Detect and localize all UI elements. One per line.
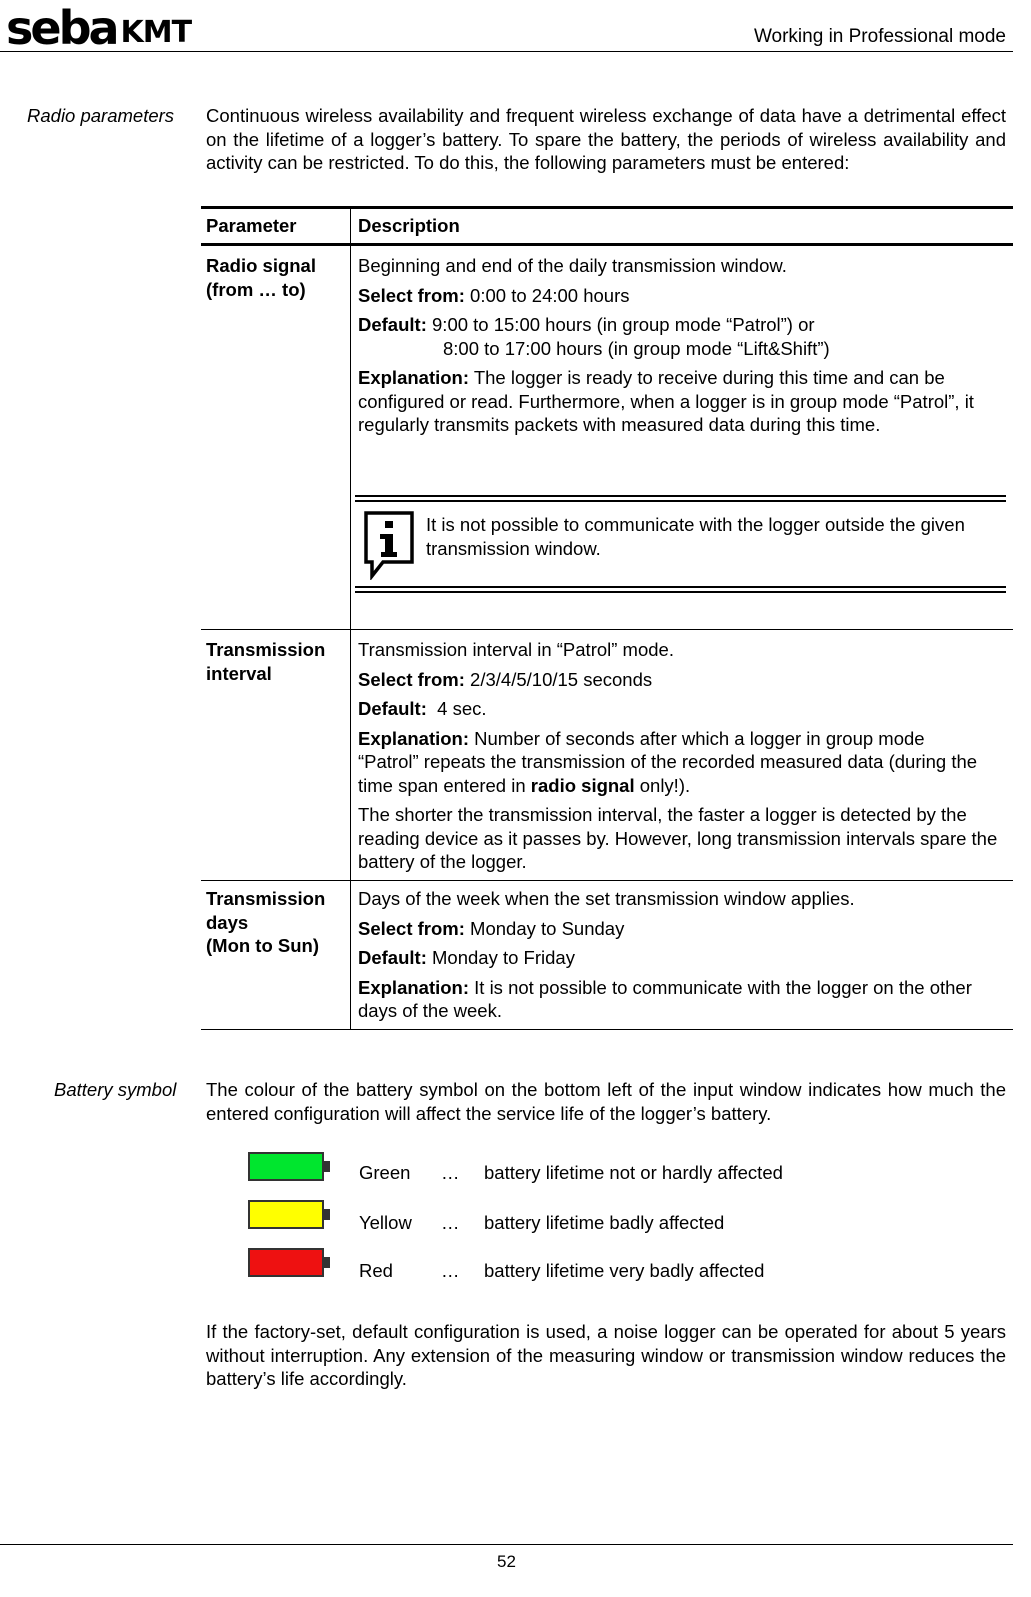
page-number: 52 [497, 1552, 516, 1571]
param-line: (from … to) [206, 278, 306, 300]
header-bottom-rule [201, 243, 1013, 246]
battery-yellow-dots: … [441, 1212, 460, 1233]
value: 9:00 to 15:00 hours (in group mode “Patrol”) or [426, 314, 815, 335]
note-text: It is not possible to communicate with the logger outside the given transmission window. [426, 514, 965, 559]
radio-intro: Continuous wireless availability and frequent wireless exchange of data have a detrimental effect on the lifetime of a logger’s battery. To spare the battery, the periods of wireless availability and activity can be restricted. To do this, the following parameters must be entered: [206, 105, 1006, 173]
brand-logo [6, 1, 192, 55]
param-transmission-days [206, 887, 325, 958]
battery-red-icon [248, 1248, 324, 1277]
desc-select [358, 917, 998, 941]
battery-yellow-name: Yellow [359, 1212, 412, 1233]
row-rule [201, 629, 1013, 630]
value: Monday to Friday [426, 947, 575, 968]
label: Explanation: [358, 367, 470, 388]
info-icon [363, 510, 415, 585]
battery-red-dots: … [441, 1260, 460, 1281]
param-line: Radio signal [206, 255, 316, 276]
battery-outro: If the factory-set, default configuration is used, a noise logger can be operated for about 5 years without interruption. Any extension of the measuring window or transmission window reduces the battery’s life accordingly. [206, 1321, 1006, 1389]
desc-select [358, 284, 988, 308]
note-rule [355, 500, 1006, 502]
row-rule [201, 880, 1013, 881]
label: Default: [358, 314, 427, 335]
side-label-battery: Battery symbol [54, 1079, 177, 1100]
desc-transmission-days [358, 887, 998, 1023]
value: 2/3/4/5/10/15 seconds [464, 668, 653, 690]
battery-tip [324, 1257, 330, 1268]
value: The logger is ready to receive during this time and can be configured or read. Furthermore, when a logger is in group mode “Patrol”, it regularly transmits packets with measured data during this time. [358, 367, 974, 435]
desc-select [358, 668, 1003, 692]
battery-green-icon [248, 1152, 324, 1181]
value: Monday to Sunday [464, 917, 625, 939]
label: Select from: [358, 668, 465, 690]
desc-line: Transmission interval in “Patrol” mode. [358, 639, 674, 660]
desc-default [358, 946, 998, 970]
desc-default [358, 313, 988, 337]
battery-intro: The colour of the battery symbol on the bottom left of the input window indicates how much the entered configuration will affect the service life of the logger’s battery. [206, 1079, 1006, 1124]
value: only!). [634, 774, 691, 796]
note-rule [355, 591, 1006, 593]
battery-green-dots: … [441, 1162, 460, 1183]
desc-default [358, 697, 1003, 721]
value: Number of seconds after which a logger in group mode “Patrol” repeats the transmission of the recorded measured data (during the time span entered in [358, 727, 978, 796]
desc-radio-signal [358, 254, 988, 437]
bold-term: radio signal [530, 774, 635, 796]
param-transmission-interval [206, 638, 325, 685]
desc-explanation [358, 366, 988, 437]
desc-line: Beginning and end of the daily transmission window. [358, 255, 787, 276]
value: 0:00 to 24:00 hours [464, 284, 630, 306]
logo-seba: seba [6, 1, 117, 55]
battery-tip [324, 1209, 330, 1220]
param-line: interval [206, 662, 272, 684]
desc-default-2: 8:00 to 17:00 hours (in group mode “Lift&Shift”) [443, 337, 830, 359]
label: Explanation: [358, 976, 470, 998]
side-label-radio: Radio parameters [27, 105, 175, 126]
desc-transmission-interval [358, 638, 1003, 874]
param-line: (Mon to Sun) [206, 935, 320, 956]
note-rule [355, 586, 1006, 588]
label: Default: [358, 698, 427, 719]
column-divider [350, 208, 351, 1030]
table-bottom-rule [201, 1029, 1013, 1030]
col-header-description: Description [358, 215, 460, 236]
desc-extra: The shorter the transmission interval, the faster a logger is detected by the reading device as it passes by. However, long transmission intervals spare the battery of the logger. [358, 804, 998, 872]
value: It is not possible to communicate with the logger on the other days of the week. [358, 976, 972, 1021]
col-header-parameter: Parameter [206, 215, 297, 236]
desc-line: Days of the week when the set transmission window applies. [358, 888, 855, 909]
label: Select from: [358, 284, 465, 306]
desc-explanation [358, 727, 988, 798]
label: Select from: [358, 917, 465, 939]
param-line: days [206, 911, 249, 933]
header-divider [0, 51, 1013, 52]
param-line: Transmission [206, 888, 326, 909]
param-line: Transmission [206, 639, 326, 660]
note-rule [355, 495, 1006, 497]
desc-explanation [358, 976, 998, 1023]
table-top-rule [201, 206, 1013, 209]
param-radio-signal [206, 254, 316, 301]
battery-green-text: battery lifetime not or hardly affected [484, 1162, 783, 1183]
battery-yellow-icon [248, 1200, 324, 1229]
battery-yellow-text: battery lifetime badly affected [484, 1212, 725, 1233]
battery-tip [324, 1161, 330, 1172]
label: Explanation: [358, 727, 470, 749]
logo-kmt: KMT [120, 15, 192, 50]
header-title: Working in Professional mode [753, 26, 1006, 47]
value: 4 sec. [426, 698, 487, 719]
battery-red-text: battery lifetime very badly affected [484, 1260, 765, 1281]
battery-red-name: Red [359, 1260, 393, 1281]
footer-divider [0, 1544, 1013, 1545]
battery-green-name: Green [359, 1162, 411, 1183]
label: Default: [358, 947, 427, 968]
